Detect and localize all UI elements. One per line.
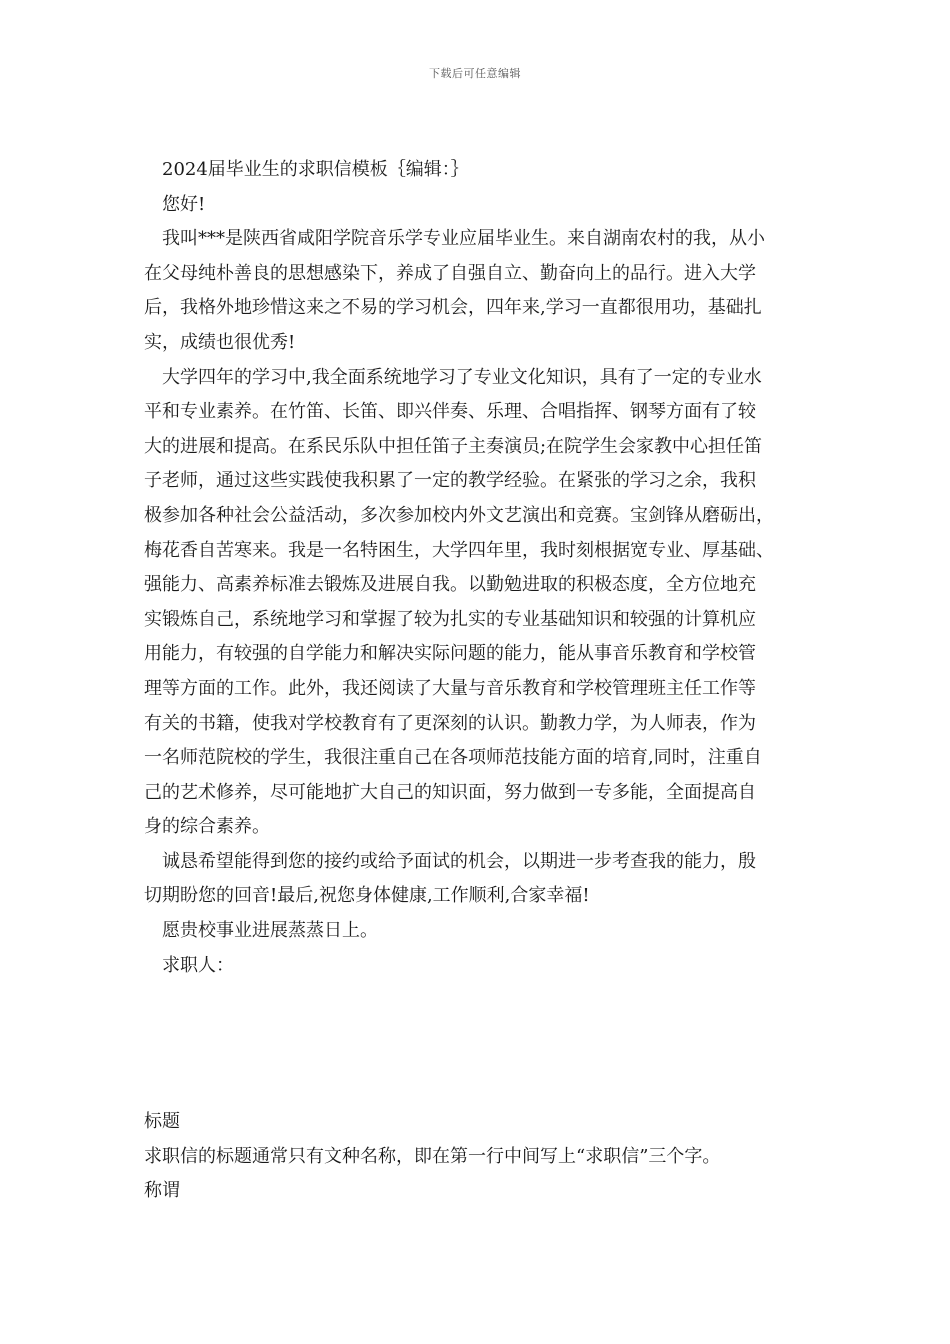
paragraph-line: 梅花香自苦寒来。我是一名特困生，大学四年里，我时刻根据宽专业、厚基础、 bbox=[144, 539, 774, 561]
letter-wish: 愿贵校事业进展蒸蒸日上。 bbox=[162, 920, 378, 942]
paragraph-line: 我叫***是陕西省咸阳学院音乐学专业应届毕业生。来自湖南农村的我，从小 bbox=[162, 228, 765, 250]
paragraph-line: 切期盼您的回音!最后,祝您身体健康,工作顺利,合家幸福! bbox=[144, 885, 590, 907]
paragraph-line: 用能力，有较强的自学能力和解决实际问题的能力，能从事音乐教育和学校管 bbox=[144, 643, 756, 665]
paragraph-line: 实，成绩也很优秀! bbox=[144, 331, 296, 353]
page-header: 下载后可任意编辑 bbox=[429, 67, 521, 80]
paragraph-line: 子老师，通过这些实践使我积累了一定的教学经验。在紧张的学习之余，我积 bbox=[144, 470, 756, 492]
writing-notes bbox=[144, 1105, 812, 1209]
letter-greeting: 您好! bbox=[162, 193, 206, 215]
paragraph-line: 在父母纯朴善良的思想感染下，养成了自强自立、勤奋向上的品行。进入大学 bbox=[144, 262, 756, 284]
notes-text-title: 求职信的标题通常只有文种名称，即在第一行中间写上“求职信”三个字。 bbox=[144, 1145, 721, 1167]
letter-body bbox=[144, 153, 812, 983]
paragraph-line: 后，我格外地珍惜这来之不易的学习机会，四年来,学习一直都很用功，基础扎 bbox=[144, 297, 762, 319]
letter-title: 2024届毕业生的求职信模板｛编辑：｝ bbox=[162, 159, 469, 180]
paragraph-line: 诚恳希望能得到您的接约或给予面试的机会，以期进一步考查我的能力，殷 bbox=[162, 850, 756, 872]
paragraph-line: 理等方面的工作。此外，我还阅读了大量与音乐教育和学校管理班主任工作等 bbox=[144, 677, 756, 699]
notes-heading-salutation: 称谓 bbox=[144, 1180, 180, 1202]
paragraph-line: 平和专业素养。在竹笛、长笛、即兴伴奏、乐理、合唱指挥、钢琴方面有了较 bbox=[144, 401, 756, 423]
paragraph-line: 实锻炼自己，系统地学习和掌握了较为扎实的专业基础知识和较强的计算机应 bbox=[144, 608, 756, 630]
notes-heading-title: 标题 bbox=[144, 1111, 180, 1132]
letter-signer: 求职人： bbox=[162, 954, 234, 976]
paragraph-line: 大学四年的学习中,我全面系统地学习了专业文化知识，具有了一定的专业水 bbox=[162, 366, 762, 388]
paragraph-line: 身的综合素养。 bbox=[144, 816, 270, 838]
paragraph-line: 己的艺术修养，尽可能地扩大自己的知识面，努力做到一专多能，全面提高自 bbox=[144, 781, 756, 803]
paragraph-line: 有关的书籍，使我对学校教育有了更深刻的认识。勤教力学，为人师表，作为 bbox=[144, 712, 756, 734]
paragraph-line: 极参加各种社会公益活动，多次参加校内外文艺演出和竞赛。宝剑锋从磨砺出， bbox=[144, 504, 774, 526]
paragraph-line: 大的进展和提高。在系民乐队中担任笛子主奏演员;在院学生会家教中心担任笛 bbox=[144, 435, 763, 457]
paragraph-line: 强能力、高素养标准去锻炼及进展自我。以勤勉进取的积极态度，全方位地充 bbox=[144, 574, 756, 596]
paragraph-line: 一名师范院校的学生，我很注重自己在各项师范技能方面的培育,同时，注重自 bbox=[144, 747, 762, 769]
